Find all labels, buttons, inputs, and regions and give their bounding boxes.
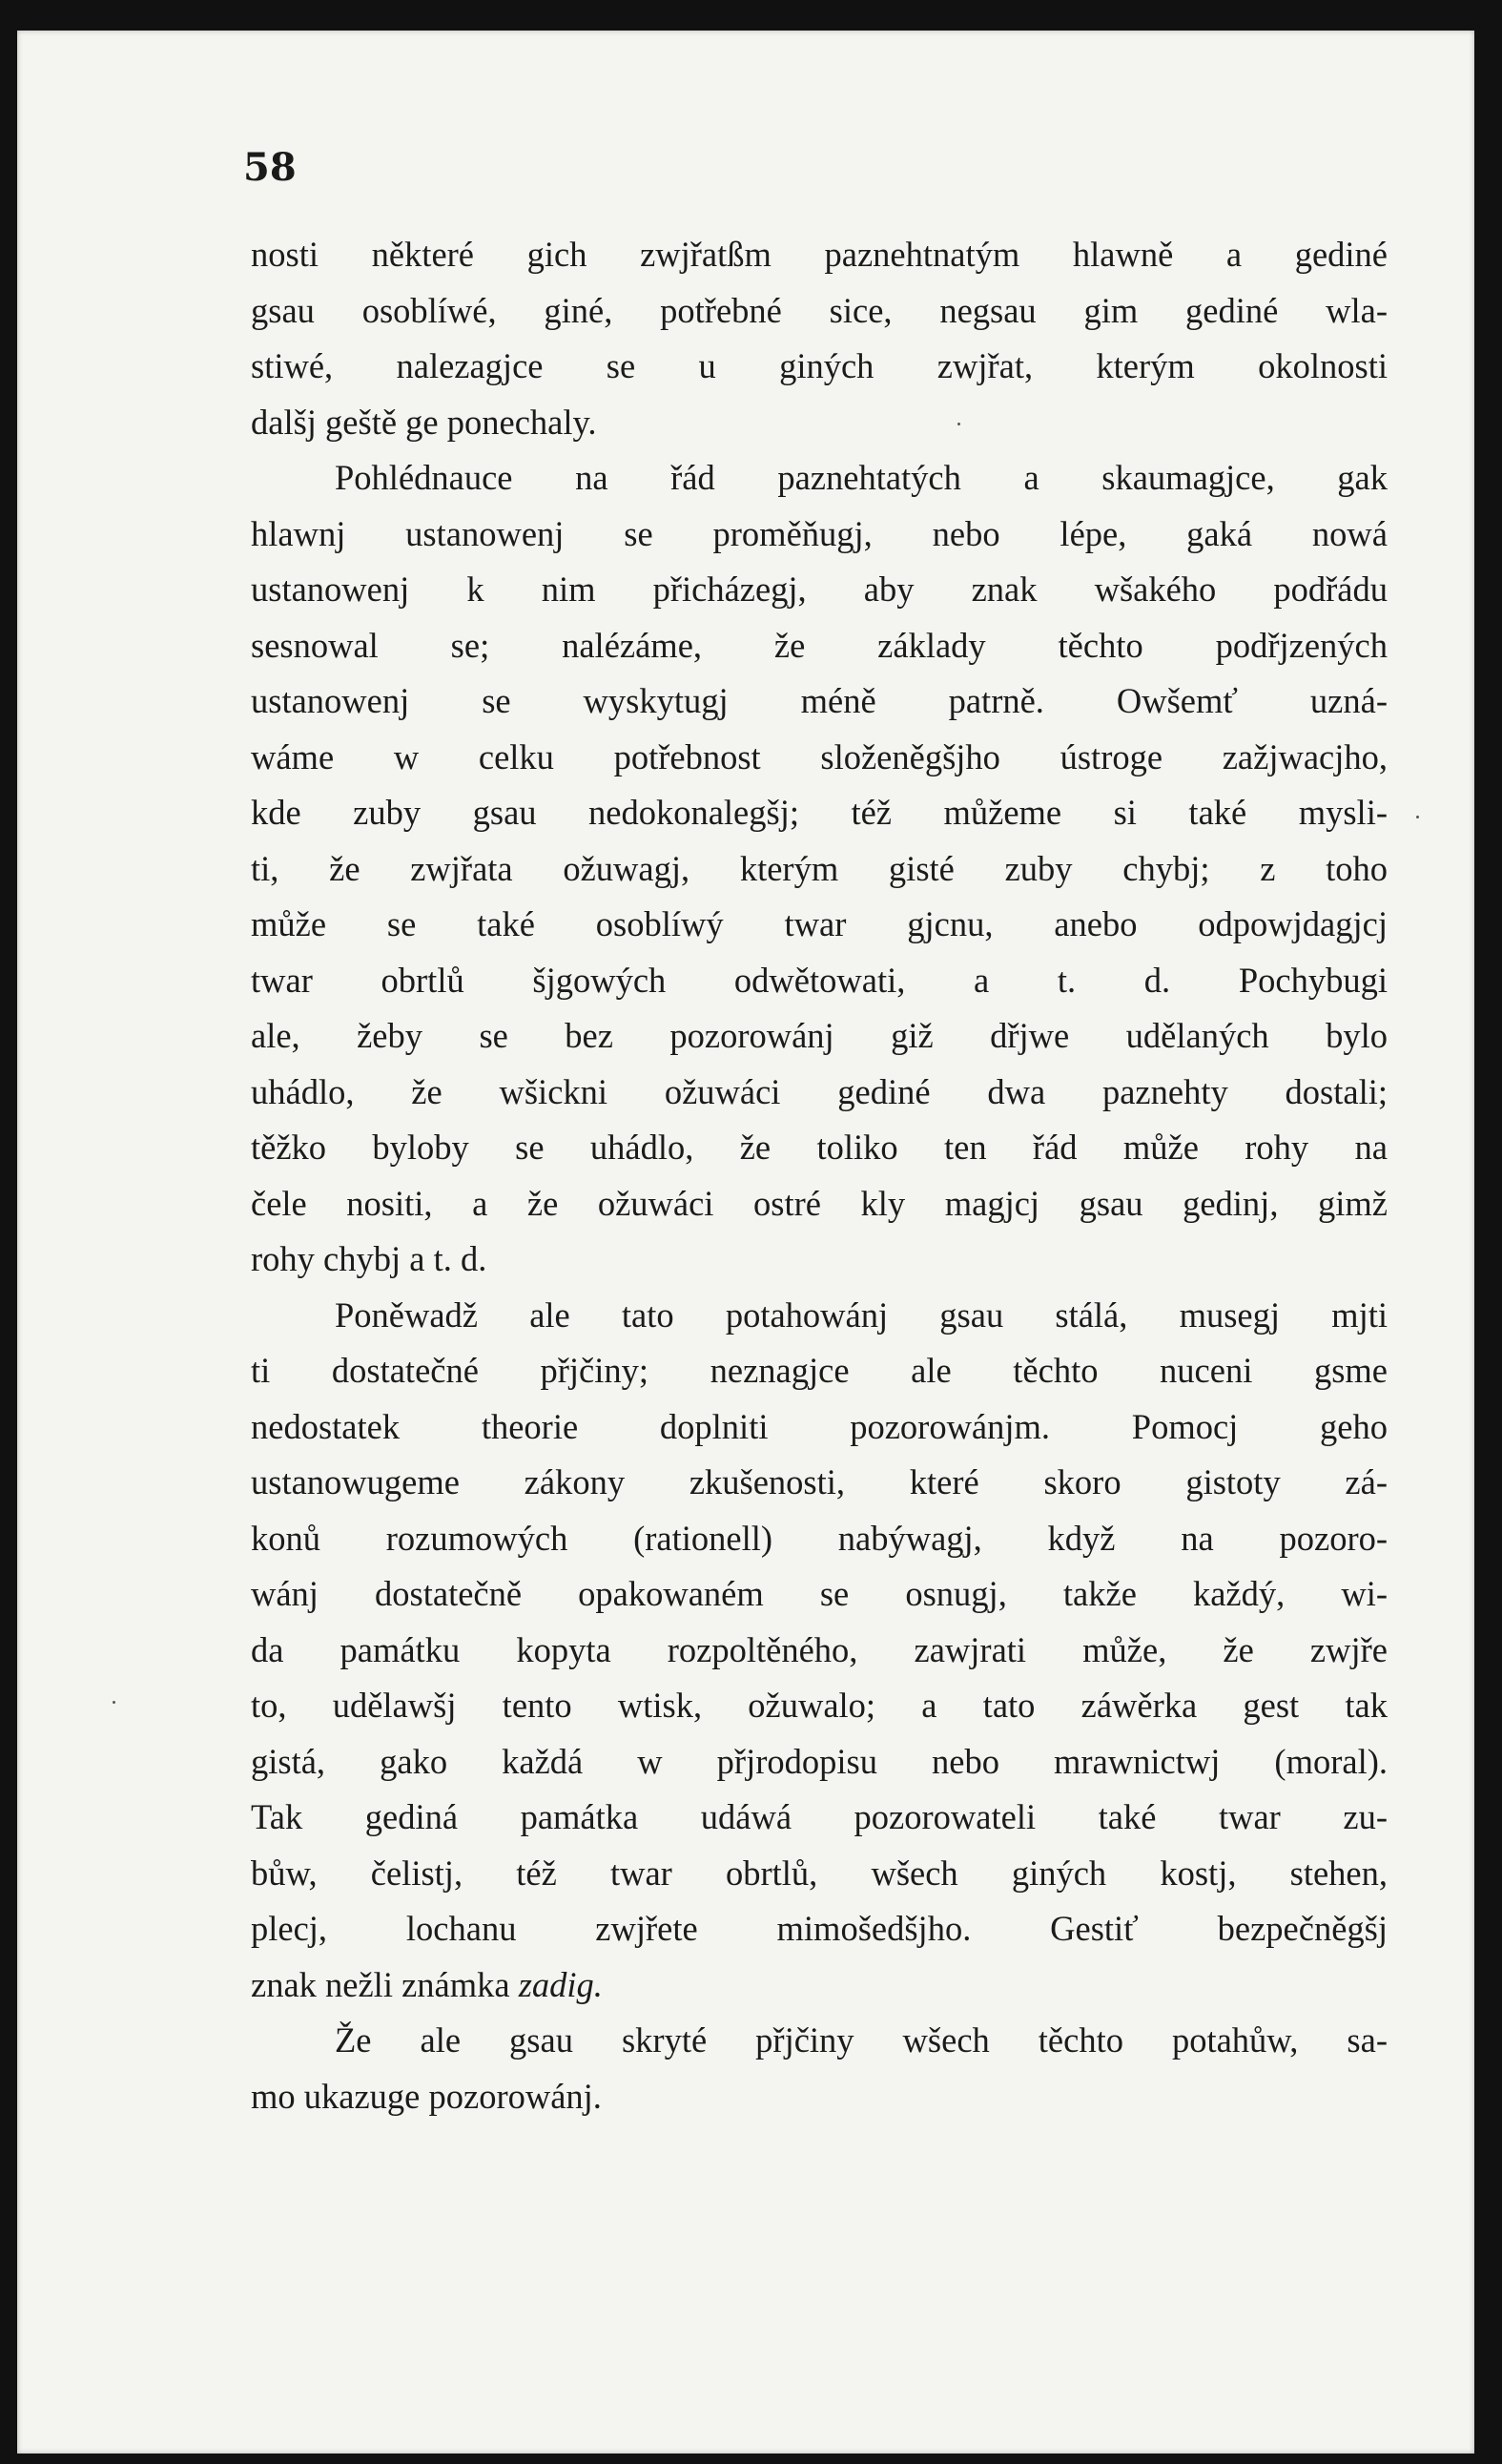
text-line: hlawnj ustanowenj se proměňugj, nebo lépe, gaká nowá (251, 513, 1388, 553)
text-line: konů rozumowých (rationell) nabýwagj, když na pozoro- (251, 1518, 1388, 1558)
text-line (251, 1957, 1388, 2014)
text-line: stiwé, nalezagjce se u giných zwjřat, kterým okolnosti (251, 346, 1388, 385)
text-line-plain: znak nežli známka (251, 1964, 519, 2004)
paragraph-start-line: Poněwadž ale tato potahowánj gsau stálá, musegj mjti (335, 1294, 1388, 1335)
text-line: twar obrtlů šjgowých odwětowati, a t. d. Pochybugi (251, 960, 1388, 1000)
text-line: dalšj geště ge ponechaly. (251, 402, 597, 442)
text-line: bůw, čelistj, též twar obrtlů, wšech giných kostj, stehen, (251, 1853, 1388, 1893)
paper-speck (957, 423, 960, 425)
text-line: ustanowenj k nim přicházegj, aby znak wšakého podřádu (251, 569, 1388, 609)
text-line: rohy chybj a t. d. (251, 1239, 487, 1278)
text-line: ti, že zwjřata ožuwagj, kterým gisté zuby chybj; z toho (251, 848, 1388, 888)
text-line: da památku kopyta rozpoltěného, zawjrati může, že zwjře (251, 1629, 1388, 1669)
text-line: kde zuby gsau nedokonalegšj; též můžeme si také mysli- (251, 793, 1388, 832)
paragraph-start-line: Že ale gsau skryté přjčiny wšech těchto potahůw, sa- (335, 2020, 1388, 2060)
paragraph-start-line: Pohlédnauce na řád paznehtatých a skaumagjce, gak (335, 458, 1388, 497)
text-line: uhádlo, že wšickni ožuwáci gediné dwa paznehty dostali; (251, 1071, 1388, 1111)
text-line: může se také osoblíwý twar gjcnu, anebo odpowjdagjcj (251, 904, 1388, 943)
text-line: mo ukazuge pozorowánj. (251, 2076, 602, 2116)
text-line: nedostatek theorie doplniti pozorowánjm. Pomocj geho (251, 1406, 1388, 1446)
body-text (251, 227, 1388, 2124)
text-line: nosti některé gich zwjřatßm paznehtnatým hlawně a gediné (251, 235, 1388, 274)
text-line: Tak gediná památka udáwá pozorowateli také twar zu- (251, 1797, 1388, 1836)
text-line: gistá, gako každá w přjrodopisu nebo mrawnictwj (moral). (251, 1741, 1388, 1781)
text-line: gsau osoblíwé, giné, potřebné sice, negsau gim gediné wla- (251, 290, 1388, 330)
text-line: ustanowenj se wyskytugj méně patrně. Owšemť uzná- (251, 681, 1388, 720)
text-line: plecj, lochanu zwjřete mimošedšjho. Gestiť bezpečněgšj (251, 1909, 1388, 1948)
text-line: těžko byloby se uhádlo, že toliko ten řád může rohy na (251, 1128, 1388, 1167)
text-line: ale, žeby se bez pozorowánj giž dřjwe udělaných bylo (251, 1016, 1388, 1055)
text-line: sesnowal se; nalézáme, že základy těchto podřjzených (251, 625, 1388, 665)
text-line: ti dostatečné přjčiny; neznagjce ale těchto nuceni gsme (251, 1351, 1388, 1390)
page-number: 58 (243, 145, 297, 190)
text-line: wánj dostatečně opakowaném se osnugj, takže každý, wi- (251, 1574, 1388, 1613)
text-line: to, udělawšj tento wtisk, ožuwalo; a tato záwěrka gest tak (251, 1686, 1388, 1725)
italic-word: zadig. (518, 1964, 603, 2004)
text-line: ustanowugeme zákony zkušenosti, které skoro gistoty zá- (251, 1462, 1388, 1501)
paper-speck (113, 1701, 115, 1704)
paper-speck (1416, 816, 1419, 818)
text-line: wáme w celku potřebnost složeněgšjho ústroge zažjwacjho, (251, 736, 1388, 776)
text-line: čele nositi, a že ožuwáci ostré kly magjcj gsau gedinj, gimž (251, 1183, 1388, 1223)
